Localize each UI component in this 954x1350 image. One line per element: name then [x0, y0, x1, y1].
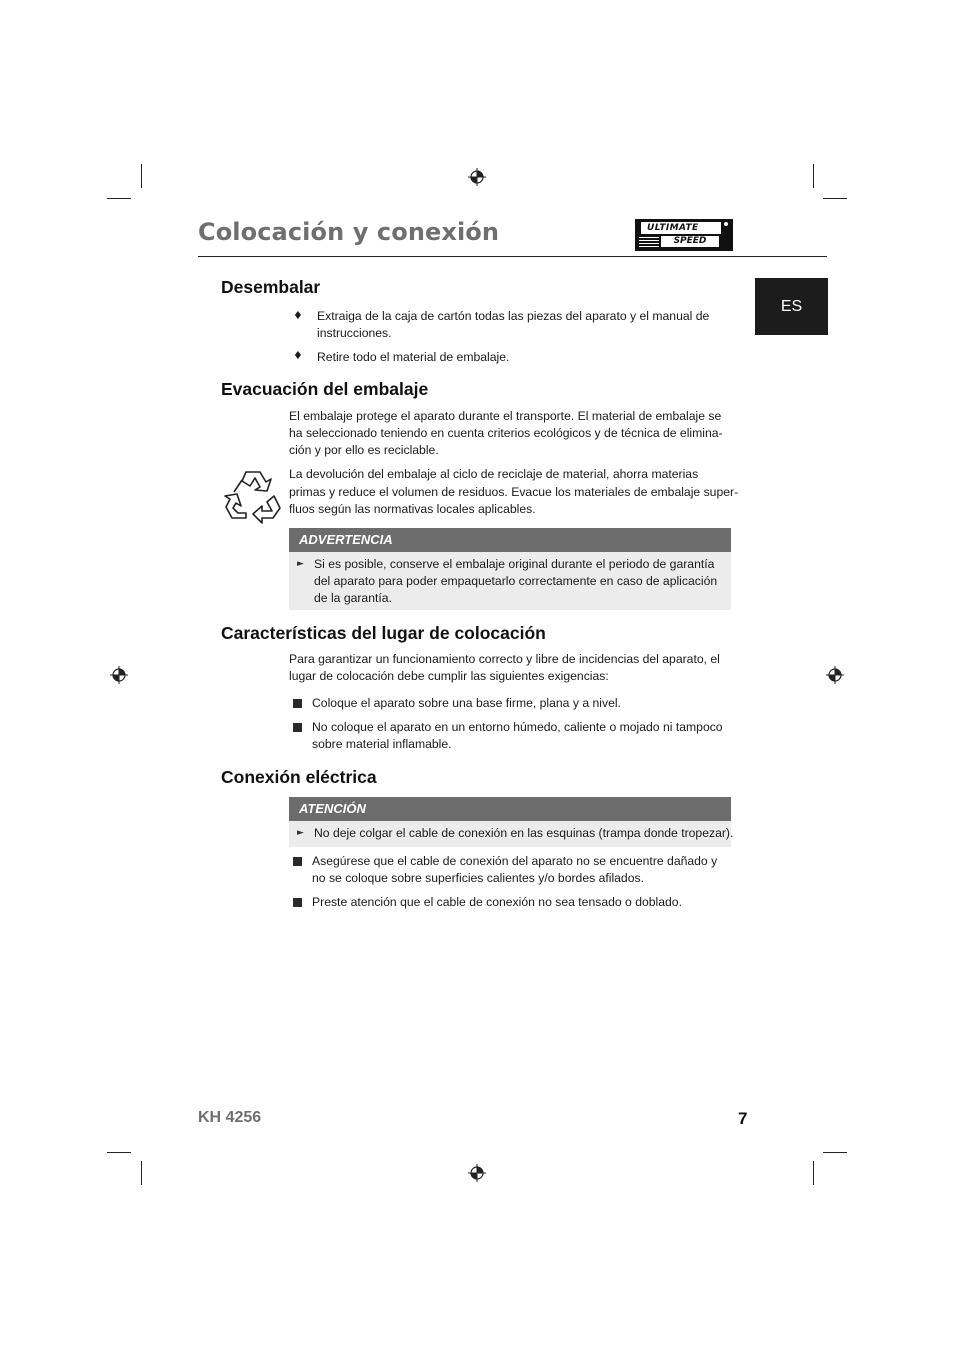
- warning-line: de la garantía.: [314, 591, 392, 605]
- page-number: 7: [738, 1109, 748, 1128]
- list-item: Asegúrese que el cable de conexión del aparato no se encuentre dañado y: [312, 854, 718, 868]
- section-heading-desembalar: Desembalar: [221, 277, 321, 297]
- diamond-bullet-icon: ♦: [293, 309, 303, 322]
- paragraph-line: ha seleccionado teniendo en cuenta criterios ecológicos y de técnica de elimina-: [289, 426, 723, 440]
- crop-mark: [107, 1152, 131, 1153]
- crop-mark: [823, 198, 847, 199]
- arrow-bullet-icon: ►: [297, 828, 304, 838]
- recycle-icon: [222, 466, 284, 524]
- crop-mark: [141, 164, 142, 188]
- warning-line: del aparato para poder empaquetarlo correctamente en caso de aplicación: [314, 574, 718, 588]
- paragraph-line: fluos según las normativas locales aplicables.: [289, 502, 536, 516]
- attention-title: ATENCIÓN: [289, 797, 731, 821]
- list-item-continuation: sobre material inflamable.: [312, 737, 452, 751]
- model-number: KH 4256: [198, 1109, 262, 1126]
- paragraph-line: primas y reduce el volumen de residuos. Evacue los materiales de embalaje super-: [289, 485, 739, 499]
- list-item: Preste atención que el cable de conexión no sea tensado o doblado.: [312, 895, 682, 909]
- section-heading-caracteristicas: Características del lugar de colocación: [221, 623, 546, 643]
- crop-mark: [823, 1152, 847, 1153]
- list-item: Retire todo el material de embalaje.: [317, 350, 510, 364]
- square-bullet-icon: [293, 723, 302, 732]
- section-heading-conexion: Conexión eléctrica: [221, 767, 377, 787]
- registration-mark-icon: [825, 665, 845, 685]
- logo-dot-icon: [724, 222, 728, 226]
- paragraph-line: El embalaje protege el aparato durante el transporte. El material de embalaje se: [289, 409, 722, 423]
- registration-mark-icon: [467, 167, 487, 187]
- language-tab: ES: [755, 278, 828, 335]
- square-bullet-icon: [293, 699, 302, 708]
- paragraph-line: La devolución del embalaje al ciclo de reciclaje de material, ahorra materias: [289, 467, 699, 481]
- logo-top-text: ULTIMATE: [641, 222, 721, 234]
- square-bullet-icon: [293, 898, 302, 907]
- paragraph-line: lugar de colocación debe cumplir las siguientes exigencias:: [289, 669, 609, 683]
- page-title: Colocación y conexión: [198, 218, 500, 246]
- warning-title: ADVERTENCIA: [289, 528, 731, 552]
- list-item: Extraiga de la caja de cartón todas las piezas del aparato y el manual de: [317, 309, 710, 323]
- arrow-bullet-icon: ►: [297, 559, 304, 569]
- list-item-continuation: no se coloque sobre superficies calientes y/o bordes afilados.: [312, 871, 644, 885]
- brand-logo: [635, 219, 733, 251]
- title-rule: [198, 256, 827, 257]
- section-heading-evacuacion: Evacuación del embalaje: [221, 379, 429, 399]
- paragraph-line: ción y por ello es reciclable.: [289, 443, 439, 457]
- crop-mark: [813, 164, 814, 188]
- attention-line: No deje colgar el cable de conexión en las esquinas (trampa donde tropezar).: [314, 826, 734, 840]
- crop-mark: [813, 1161, 814, 1185]
- list-item: Coloque el aparato sobre una base firme, plana y a nivel.: [312, 696, 621, 710]
- list-item: No coloque el aparato en un entorno húmedo, caliente o mojado ni tampoco: [312, 720, 723, 734]
- square-bullet-icon: [293, 857, 302, 866]
- diamond-bullet-icon: ♦: [293, 349, 303, 362]
- warning-line: Si es posible, conserve el embalaje original durante el periodo de garantía: [314, 557, 715, 571]
- list-item-continuation: instrucciones.: [317, 326, 392, 340]
- crop-mark: [141, 1161, 142, 1185]
- registration-mark-icon: [467, 1163, 487, 1183]
- logo-stripes-icon: [639, 237, 659, 247]
- logo-bottom-text: SPEED: [661, 236, 719, 247]
- crop-mark: [107, 198, 131, 199]
- paragraph-line: Para garantizar un funcionamiento correcto y libre de incidencias del aparato, el: [289, 652, 720, 666]
- registration-mark-icon: [109, 665, 129, 685]
